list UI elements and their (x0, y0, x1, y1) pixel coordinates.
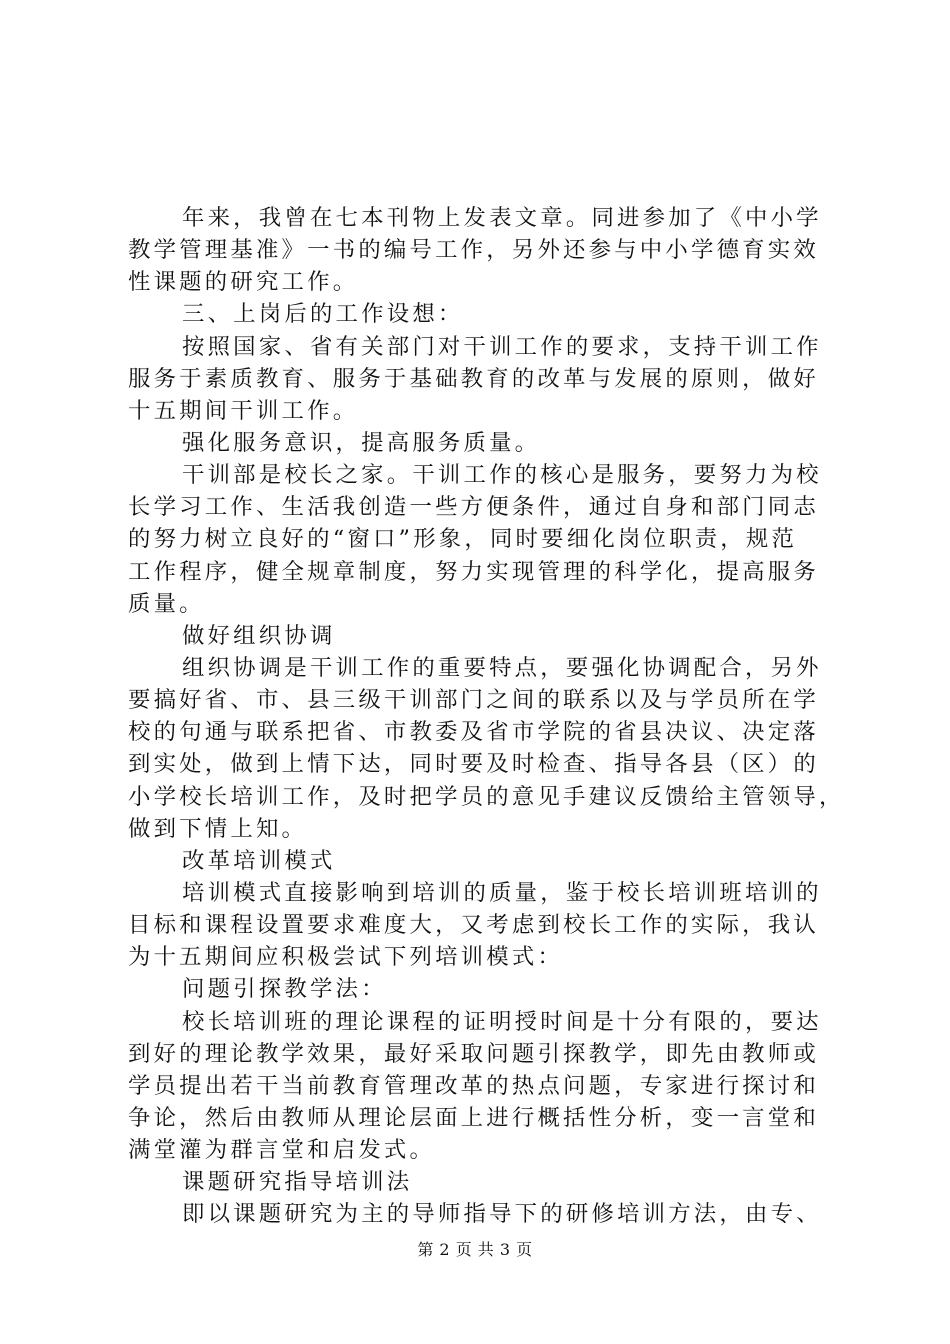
text-line: 培训模式直接影响到培训的质量，鉴于校长培训班培训的 (182, 879, 822, 906)
text-line: 长学习工作、生活我创造一些方便条件，通过自身和部门同志 (128, 494, 819, 521)
body-text (128, 202, 845, 1231)
text-line: 按照国家、省有关部门对干训工作的要求，支持干训工作 (182, 333, 822, 360)
text-line: 问题引探教学法： (182, 976, 387, 1003)
text-line: 要搞好省、市、县三级干训部门之间的联系以及与学员所在学 (128, 687, 819, 714)
text-line: 校的句通与联系把省、市教委及省市学院的省县决议、决定落 (128, 719, 819, 746)
text-line: 性课题的研究工作。 (128, 269, 359, 296)
text-line: 校长培训班的理论课程的证明授时间是十分有限的，要达 (182, 1008, 822, 1035)
text-line: 目标和课程设置要求难度大，又考虑到校长工作的实际，我认 (128, 912, 819, 939)
text-line: 课题研究指导培训法 (182, 1169, 413, 1196)
text-line: 做到下情上知。 (128, 815, 308, 842)
text-line: 到好的理论教学效果，最好采取问题引探教学，即先由教师或 (128, 1040, 819, 1067)
text-line: 满堂灌为群言堂和启发式。 (128, 1137, 436, 1164)
text-line: 到实处，做到上情下达，同时要及时检查、指导各县（区）的 (128, 751, 819, 778)
text-line: 质量。 (128, 590, 205, 617)
text-line: 三、上岗后的工作设想： (182, 301, 464, 328)
text-line: 组织协调是干训工作的重要特点，要强化协调配合，另外 (182, 654, 822, 681)
page-footer: 第 2 页 共 3 页 (417, 1240, 533, 1259)
text-line: 工作程序，健全规章制度，努力实现管理的科学化，提高服务 (128, 558, 819, 585)
text-line: 争论，然后由教师从理论层面上进行概括性分析，变一言堂和 (128, 1104, 819, 1131)
text-line: 小学校长培训工作，及时把学员的意见手建议反馈给主管领导， (128, 783, 845, 810)
text-line: 年来，我曾在七本刊物上发表文章。同进参加了《中小学 (182, 205, 822, 231)
text-line: 服务于素质教育、服务于基础教育的改革与发展的原则，做好 (128, 365, 819, 392)
text-line: 十五期间干训工作。 (128, 397, 359, 424)
text-line: 做好组织协调 (182, 622, 336, 649)
text-line: 学员提出若干当前教育管理改革的热点问题，专家进行探讨和 (128, 1072, 819, 1099)
text-line: 强化服务意识，提高服务质量。 (182, 429, 541, 456)
text-line: 的努力树立良好的“窗口”形象，同时要细化岗位职责，规范 (128, 526, 798, 553)
text-line: 改革培训模式 (182, 847, 336, 874)
text-line: 干训部是校长之家。干训工作的核心是服务，要努力为校 (182, 462, 822, 489)
text-line: 教学管理基准》一书的编号工作，另外还参与中小学德育实效 (128, 237, 819, 264)
text-line: 即以课题研究为主的导师指导下的研修培训方法，由专、 (182, 1201, 822, 1228)
text-line: 为十五期间应积极尝试下列培训模式： (128, 944, 564, 971)
